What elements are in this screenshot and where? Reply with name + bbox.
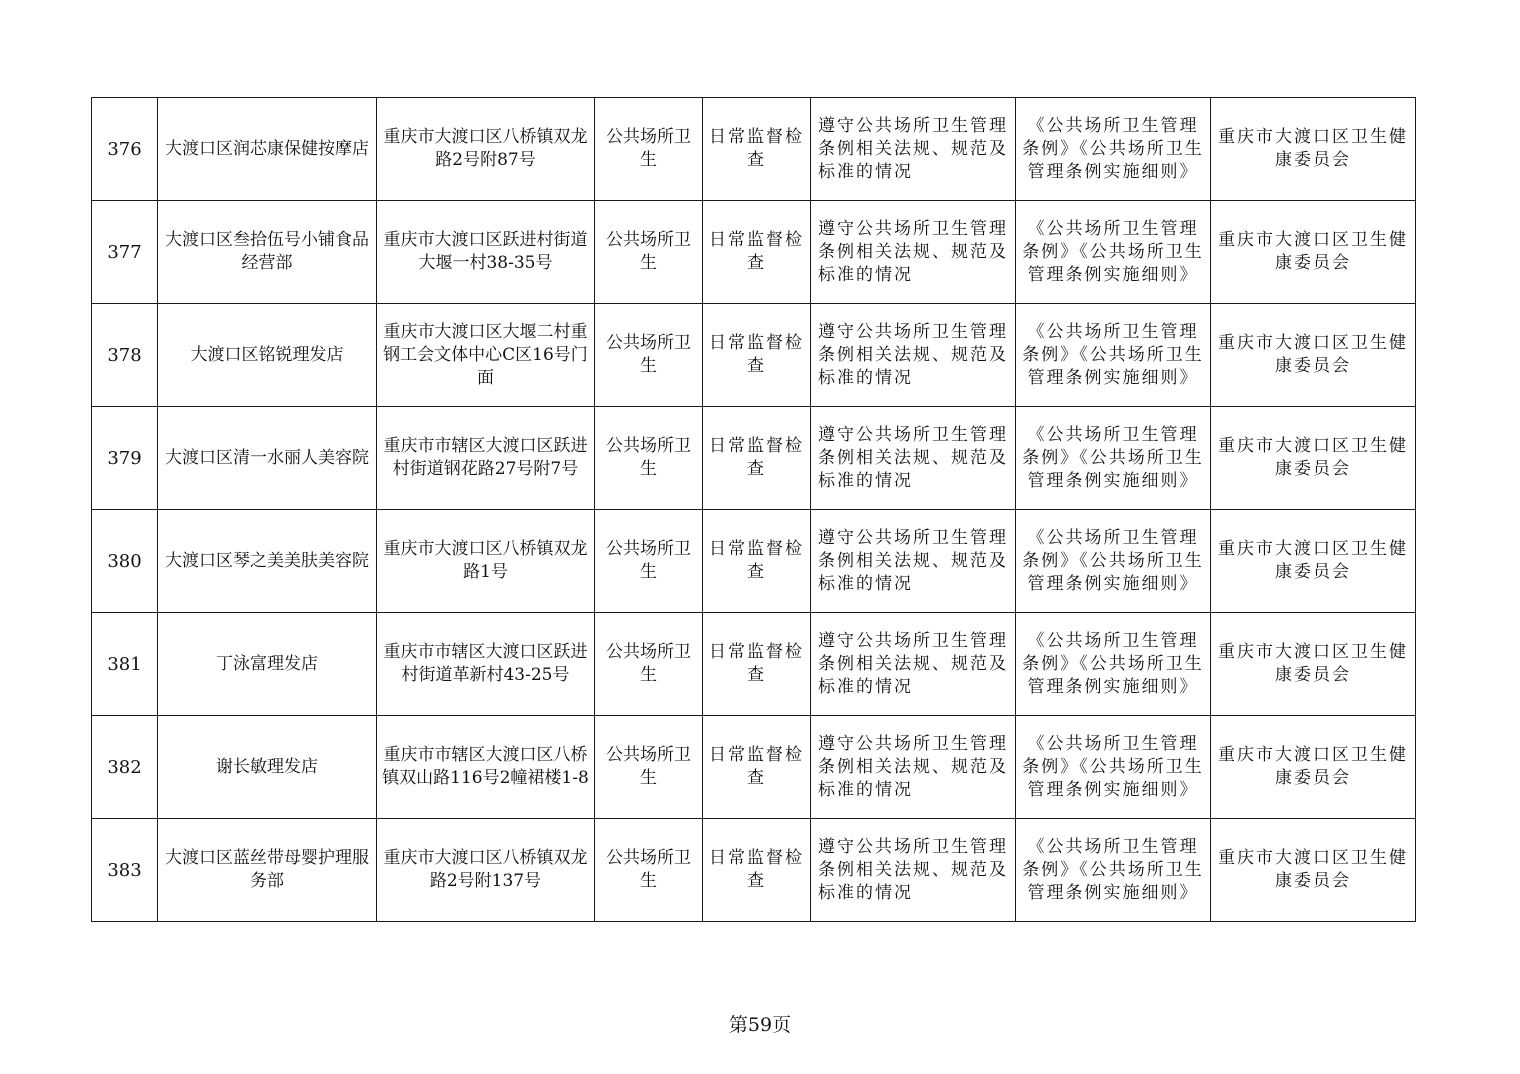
agency: 重庆市大渡口区卫生健康委员会	[1211, 716, 1416, 819]
agency: 重庆市大渡口区卫生健康委员会	[1211, 98, 1416, 201]
establishment-name: 丁泳富理发店	[158, 613, 377, 716]
address: 重庆市大渡口区八桥镇双龙路2号附87号	[377, 98, 595, 201]
row-number: 377	[92, 201, 158, 304]
establishment-name: 谢长敏理发店	[158, 716, 377, 819]
address: 重庆市大渡口区八桥镇双龙路1号	[377, 510, 595, 613]
agency: 重庆市大渡口区卫生健康委员会	[1211, 201, 1416, 304]
row-number: 383	[92, 819, 158, 922]
legal-basis: 《公共场所卫生管理条例》《公共场所卫生管理条例实施细则》	[1016, 613, 1211, 716]
category: 公共场所卫生	[595, 407, 703, 510]
legal-basis: 《公共场所卫生管理条例》《公共场所卫生管理条例实施细则》	[1016, 98, 1211, 201]
category: 公共场所卫生	[595, 819, 703, 922]
check-type: 日常监督检查	[703, 613, 811, 716]
address: 重庆市市辖区大渡口区跃进村街道钢花路27号附7号	[377, 407, 595, 510]
check-type: 日常监督检查	[703, 201, 811, 304]
legal-basis: 《公共场所卫生管理条例》《公共场所卫生管理条例实施细则》	[1016, 716, 1211, 819]
row-number: 379	[92, 407, 158, 510]
row-number: 382	[92, 716, 158, 819]
check-content: 遵守公共场所卫生管理条例相关法规、规范及标准的情况	[811, 98, 1016, 201]
legal-basis: 《公共场所卫生管理条例》《公共场所卫生管理条例实施细则》	[1016, 407, 1211, 510]
establishment-name: 大渡口区蓝丝带母婴护理服务部	[158, 819, 377, 922]
check-content: 遵守公共场所卫生管理条例相关法规、规范及标准的情况	[811, 716, 1016, 819]
legal-basis: 《公共场所卫生管理条例》《公共场所卫生管理条例实施细则》	[1016, 304, 1211, 407]
table-row	[92, 304, 1416, 407]
establishment-name: 大渡口区琴之美美肤美容院	[158, 510, 377, 613]
row-number: 378	[92, 304, 158, 407]
address: 重庆市大渡口区八桥镇双龙路2号附137号	[377, 819, 595, 922]
address: 重庆市大渡口区跃进村街道大堰一村38-35号	[377, 201, 595, 304]
establishment-name: 大渡口区润芯康保健按摩店	[158, 98, 377, 201]
address: 重庆市大渡口区大堰二村重钢工会文体中心C区16号门面	[377, 304, 595, 407]
check-type: 日常监督检查	[703, 98, 811, 201]
row-number: 380	[92, 510, 158, 613]
check-type: 日常监督检查	[703, 407, 811, 510]
establishment-name: 大渡口区铭锐理发店	[158, 304, 377, 407]
agency: 重庆市大渡口区卫生健康委员会	[1211, 304, 1416, 407]
table-body	[92, 98, 1416, 922]
check-type: 日常监督检查	[703, 819, 811, 922]
row-number: 381	[92, 613, 158, 716]
agency: 重庆市大渡口区卫生健康委员会	[1211, 613, 1416, 716]
check-type: 日常监督检查	[703, 716, 811, 819]
establishment-name: 大渡口区清一水丽人美容院	[158, 407, 377, 510]
table-row	[92, 407, 1416, 510]
check-content: 遵守公共场所卫生管理条例相关法规、规范及标准的情况	[811, 304, 1016, 407]
category: 公共场所卫生	[595, 98, 703, 201]
category: 公共场所卫生	[595, 201, 703, 304]
check-content: 遵守公共场所卫生管理条例相关法规、规范及标准的情况	[811, 201, 1016, 304]
inspection-table	[91, 97, 1416, 922]
check-type: 日常监督检查	[703, 510, 811, 613]
check-content: 遵守公共场所卫生管理条例相关法规、规范及标准的情况	[811, 613, 1016, 716]
agency: 重庆市大渡口区卫生健康委员会	[1211, 510, 1416, 613]
table-row	[92, 201, 1416, 304]
table-row	[92, 613, 1416, 716]
table-row	[92, 716, 1416, 819]
category: 公共场所卫生	[595, 510, 703, 613]
table-row	[92, 819, 1416, 922]
table-row	[92, 510, 1416, 613]
address: 重庆市市辖区大渡口区跃进村街道革新村43-25号	[377, 613, 595, 716]
address: 重庆市市辖区大渡口区八桥镇双山路116号2幢裙楼1-8	[377, 716, 595, 819]
category: 公共场所卫生	[595, 613, 703, 716]
page-number: 第59页	[728, 1014, 792, 1036]
legal-basis: 《公共场所卫生管理条例》《公共场所卫生管理条例实施细则》	[1016, 201, 1211, 304]
legal-basis: 《公共场所卫生管理条例》《公共场所卫生管理条例实施细则》	[1016, 510, 1211, 613]
check-content: 遵守公共场所卫生管理条例相关法规、规范及标准的情况	[811, 510, 1016, 613]
check-content: 遵守公共场所卫生管理条例相关法规、规范及标准的情况	[811, 819, 1016, 922]
check-content: 遵守公共场所卫生管理条例相关法规、规范及标准的情况	[811, 407, 1016, 510]
legal-basis: 《公共场所卫生管理条例》《公共场所卫生管理条例实施细则》	[1016, 819, 1211, 922]
agency: 重庆市大渡口区卫生健康委员会	[1211, 407, 1416, 510]
table-row	[92, 98, 1416, 201]
check-type: 日常监督检查	[703, 304, 811, 407]
category: 公共场所卫生	[595, 304, 703, 407]
establishment-name: 大渡口区叁拾伍号小铺食品经营部	[158, 201, 377, 304]
agency: 重庆市大渡口区卫生健康委员会	[1211, 819, 1416, 922]
category: 公共场所卫生	[595, 716, 703, 819]
row-number: 376	[92, 98, 158, 201]
